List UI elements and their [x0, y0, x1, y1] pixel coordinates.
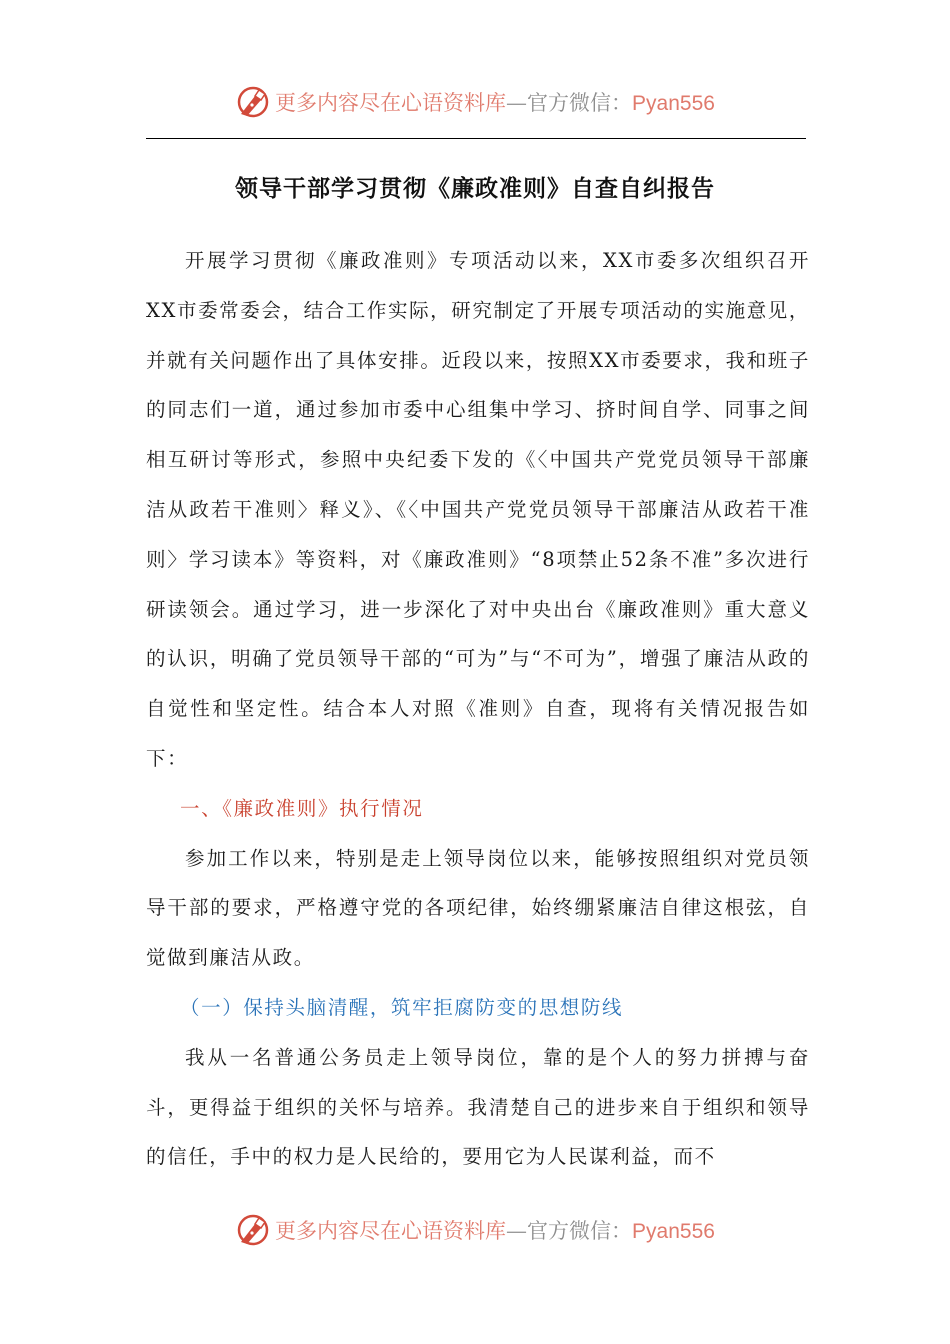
document-title: 领导干部学习贯彻《廉政准则》自查自纠报告 [235, 176, 715, 202]
section-1-paragraph: 参加工作以来，特别是走上领导岗位以来，能够按照组织对党员领导干部的要求，严格遵守党的各项纪律，始终绷紧廉洁自律这根弦，自觉做到廉洁从政。 [146, 846, 810, 970]
watermark-dash: — [506, 91, 528, 115]
watermark-wechat-id: Pyan556 [632, 1220, 715, 1243]
pen-nib-logo-icon [235, 84, 271, 120]
watermark-label: 官方微信： [527, 91, 633, 115]
watermark-text [275, 87, 715, 117]
watermark-wechat-id: Pyan556 [632, 92, 715, 115]
watermark-prefix: 更多内容尽在心语资料库 [275, 1219, 507, 1243]
subsection-1-paragraph: 我从一名普通公务员走上领导岗位，靠的是个人的努力拼搏与奋斗，更得益于组织的关怀与培养。我清楚自己的进步来自于组织和领导的信任，手中的权力是人民给的，要用它为人民谋利益，而不 [146, 1045, 810, 1169]
header-divider [146, 138, 806, 139]
subsection-heading-1: （一）保持头脑清醒，筑牢拒腐防变的思想防线 [180, 995, 624, 1019]
watermark-dash: — [506, 1219, 528, 1243]
header-watermark [0, 80, 950, 124]
pen-nib-logo-icon [235, 1212, 271, 1248]
footer-watermark [0, 1208, 950, 1252]
intro-paragraph: 开展学习贯彻《廉政准则》专项活动以来，XX市委多次组织召开XX市委常委会，结合工作实际，研究制定了开展专项活动的实施意见，并就有关问题作出了具体安排。近段以来，按照XX市委要求，我和班子的同志们一道，通过参加市委中心组集中学习、挤时间自学、同事之间相互研讨等形式，参照中央纪委下发的《〈中国共产党党员领导干部廉洁从政若干准则〉释义》、《〈中国共产党党员领导干部廉洁从政若干准则〉学习读本》等资料，对《廉政准则》“8项禁止52条不准”多次进行研读领会。通过学习，进一步深化了对中央出台《廉政准则》重大意义的认识，明确了党员领导干部的“可为”与“不可为”，增强了廉洁从政的自觉性和坚定性。结合本人对照《准则》自查，现将有关情况报告如下： [146, 249, 810, 770]
document-body [146, 236, 810, 1182]
section-heading-1: 一、《廉政准则》执行情况 [180, 796, 424, 820]
watermark-prefix: 更多内容尽在心语资料库 [275, 91, 507, 115]
watermark-text [275, 1215, 715, 1245]
watermark-label: 官方微信： [527, 1219, 633, 1243]
